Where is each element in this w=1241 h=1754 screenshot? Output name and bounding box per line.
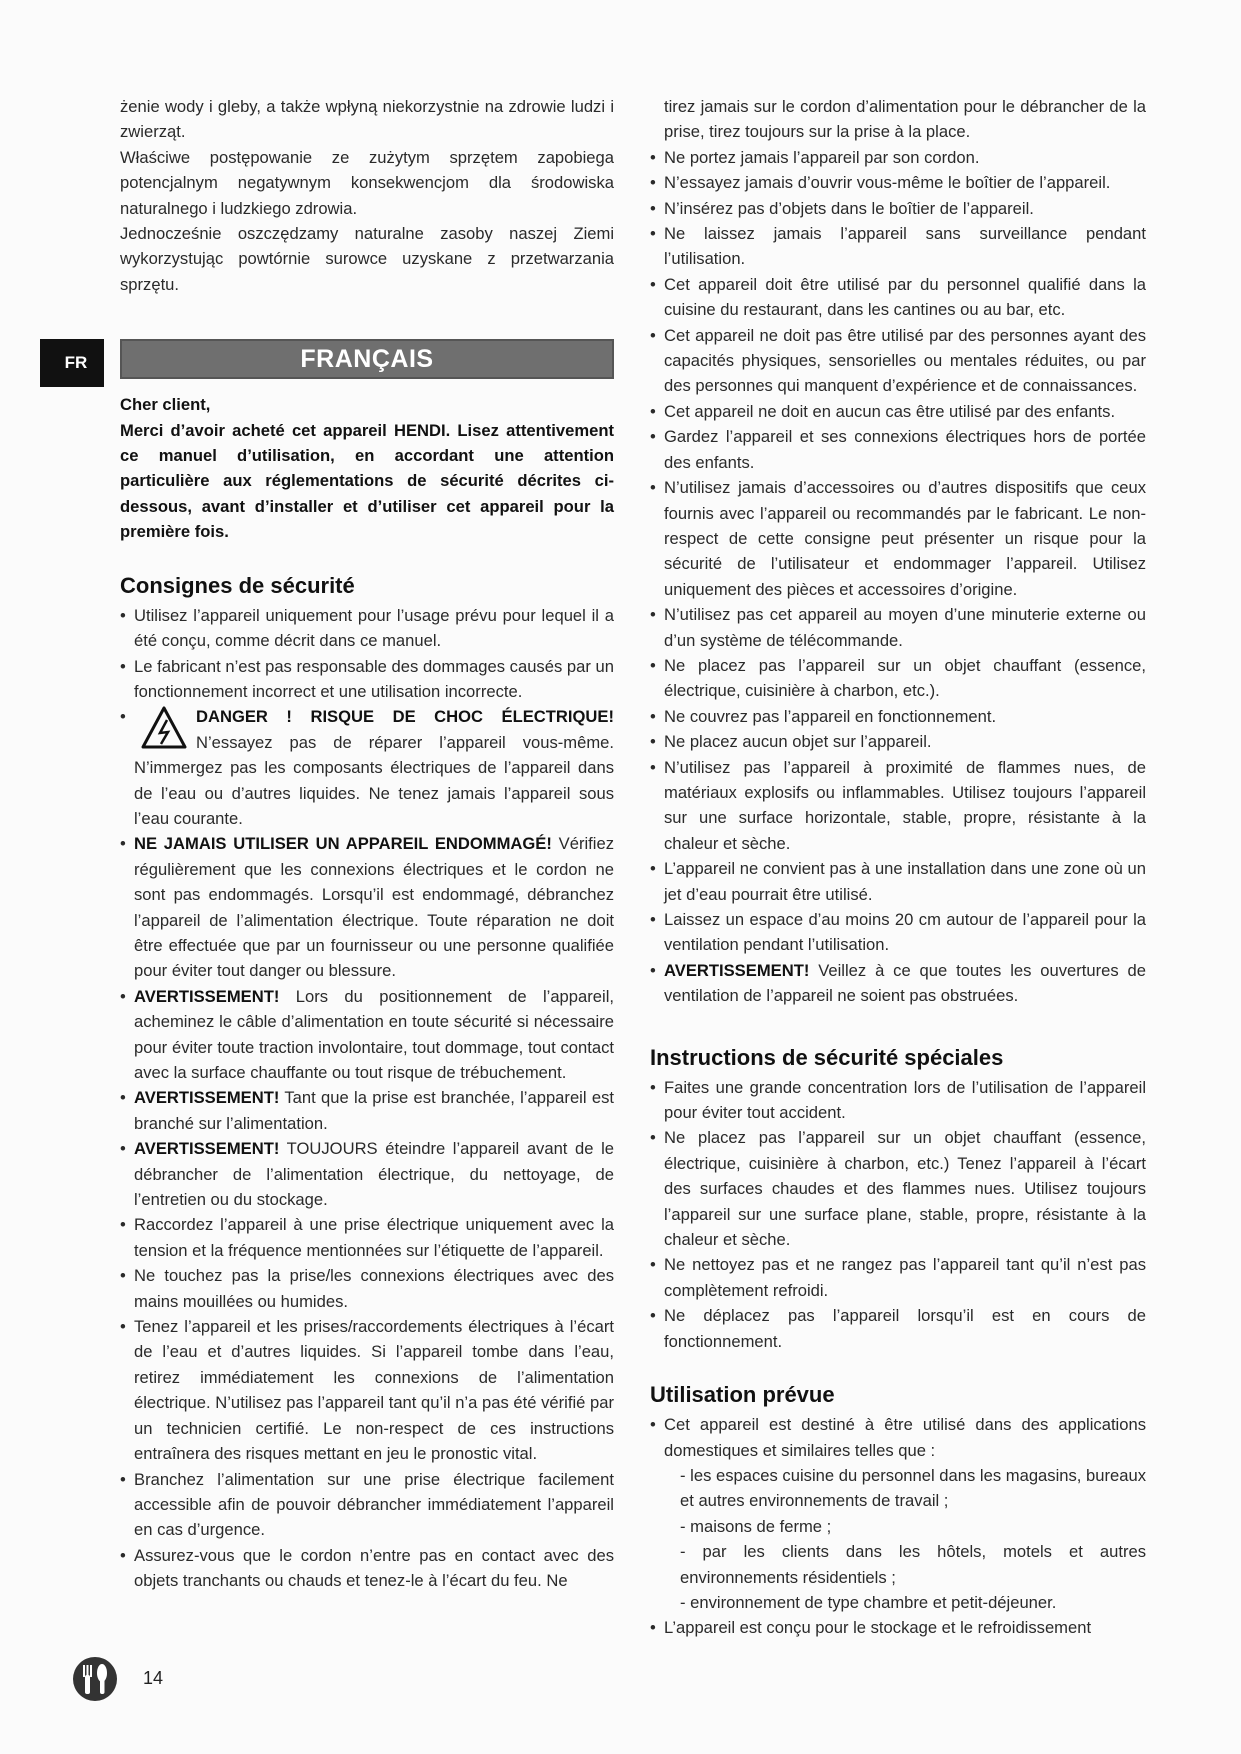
- list-item: • L’appareil est conçu pour le stockage et le refroidissement: [650, 1615, 1146, 1640]
- list-item: • Branchez l’alimentation sur une prise électrique facilement accessible afin de pouvoir débrancher immédiatement l’appareil en cas d’urgence.: [120, 1467, 614, 1543]
- electric-shock-warning-icon: [140, 704, 188, 752]
- paragraph: żenie wody i gleby, a także wpłyną niekorzystnie na zdrowie ludzi i zwierząt.: [120, 97, 614, 142]
- list-item-danger: [120, 704, 614, 831]
- greeting: Cher client,: [120, 395, 211, 415]
- warning-text: Veillez à ce que toutes les ouvertures de ventilation de l’appareil ne soient pas obstruées.: [664, 960, 1146, 1006]
- list-item: • Ne touchez pas la prise/les connexions électriques avec des mains mouillées ou humides.: [120, 1263, 614, 1314]
- list-item: • N’utilisez pas cet appareil au moyen d’une minuterie externe ou d’un système de télécommande.: [650, 602, 1146, 653]
- list-item: • Utilisez l’appareil uniquement pour l’usage prévu pour lequel il a été conçu, comme décrit dans ce manuel.: [120, 603, 614, 654]
- language-tab: FR: [40, 339, 104, 387]
- list-item-damaged: [120, 831, 614, 983]
- list-item-continuation: tirez jamais sur le cordon d’alimentation pour le débrancher de la prise, tirez toujours sur la prise à la place.: [664, 97, 1146, 142]
- list-item: • Ne couvrez pas l’appareil en fonctionnement.: [650, 704, 1146, 729]
- list-item-warning: [120, 1136, 614, 1212]
- right-column: [650, 94, 1146, 1641]
- list-item: • Ne placez aucun objet sur l’appareil.: [650, 729, 1146, 754]
- warning-text: Tant que la prise est branchée, l’appareil est branché sur l’alimentation.: [134, 1088, 614, 1133]
- usage-heading: Utilisation prévue: [650, 1382, 835, 1408]
- list-item: • Laissez un espace d’au moins 20 cm autour de l’appareil pour la ventilation pendant l’utilisation.: [650, 907, 1146, 958]
- danger-label: DANGER ! RISQUE DE CHOC ÉLECTRIQUE!: [196, 707, 614, 727]
- warning-text: Lors du positionnement de l’appareil, acheminez le câble d’alimentation en toute sécurité si nécessaire pour éviter toute traction involontaire, tout dommage, tout contact avec la surface chauffante ou tout risque de trébuchement.: [134, 986, 614, 1082]
- damaged-text: Vérifiez régulièrement que les connexions électriques et le cordon ne sont pas endommagés. Lorsqu’il est endommagé, débranchez l’appareil de l’alimentation électrique. Toute réparation ne doit être effectuée que par un fournisseur ou une personne qualifiée pour éviter tout danger ou blessure.: [134, 834, 614, 981]
- list-item: • Ne nettoyez pas et ne rangez pas l’appareil tant qu’il n’est pas complètement refroidi.: [650, 1252, 1146, 1303]
- list-item: • Ne placez pas l’appareil sur un objet chauffant (essence, électrique, cuisinière à charbon, etc.) Tenez l’appareil à l’écart des surfaces chaudes et des flammes nues. Utilisez toujours l’appareil sur une surface plane, stable, propre, résistante à la chaleur et sèche.: [650, 1125, 1146, 1252]
- warning-label: AVERTISSEMENT!: [134, 986, 280, 1006]
- list-item: • Cet appareil est destiné à être utilisé dans des applications domestiques et similaires telles que :: [650, 1412, 1146, 1463]
- section-banner: FRANÇAIS: [120, 339, 614, 379]
- warning-label: AVERTISSEMENT!: [664, 960, 810, 980]
- list-item: • Ne portez jamais l’appareil par son cordon.: [650, 145, 1146, 170]
- danger-text: N’essayez pas de réparer l’appareil vous-même. N’immergez pas les composants électriques de l’appareil dans de l’eau ou d’autres liquides. Ne tenez jamais l’appareil sous l’eau courante.: [134, 732, 614, 828]
- list-item-warning: [650, 958, 1146, 1009]
- list-item: • Le fabricant n’est pas responsable des dommages causés par un fonctionnement incorrect et une utilisation incorrecte.: [120, 654, 614, 705]
- sub-item: - les espaces cuisine du personnel dans les magasins, bureaux et autres environnements de travail ;: [680, 1465, 1146, 1511]
- safety-list-continued: [650, 94, 1146, 1009]
- safety-heading: Consignes de sécurité: [120, 572, 355, 598]
- page-number: 14: [143, 1668, 164, 1688]
- list-item: • N’utilisez pas l’appareil à proximité de flammes nues, de matériaux explosifs ou inflammables. Utilisez toujours l’appareil sur une surface horizontale, stable, propre, résistante à la chaleur et sèche.: [650, 755, 1146, 857]
- list-item: • Assurez-vous que le cordon n’entre pas en contact avec des objets tranchants ou chauds et tenez-le à l’écart du feu. Ne: [120, 1543, 614, 1594]
- sub-item: - environnement de type chambre et petit-déjeuner.: [680, 1592, 1057, 1612]
- list-item: • N’utilisez jamais d’accessoires ou d’autres dispositifs que ceux fournis avec l’appareil ou recommandés par le fabricant. Le non-respect de cette consigne peut présenter un risque pour la sécurité de l’utilisateur et endommager l’appareil. Utilisez uniquement des pièces et accessoires d’origine.: [650, 475, 1146, 602]
- list-item-warning: [120, 1085, 614, 1136]
- special-list: [650, 1075, 1146, 1354]
- list-item: • Cet appareil doit être utilisé par du personnel qualifié dans la cuisine du restaurant, dans les cantines ou au bar, etc.: [650, 272, 1146, 323]
- warning-text: TOUJOURS éteindre l’appareil avant de le débrancher de l’alimentation électrique, du nettoyage, de l’entretien ou du stockage.: [134, 1139, 614, 1210]
- special-heading: Instructions de sécurité spéciales: [650, 1044, 1004, 1070]
- damaged-label: NE JAMAIS UTILISER UN APPAREIL ENDOMMAGÉ!: [134, 834, 552, 854]
- safety-list: [120, 603, 614, 1594]
- paragraph: Jednocześnie oszczędzamy naturalne zasoby naszej Ziemi wykorzystując powtórnie surowce uzyskane z przetwarzania sprzętu.: [120, 224, 614, 294]
- warning-label: AVERTISSEMENT!: [134, 1088, 280, 1108]
- list-item: • Cet appareil ne doit en aucun cas être utilisé par des enfants.: [650, 399, 1146, 424]
- list-item: • Raccordez l’appareil à une prise électrique uniquement avec la tension et la fréquence mentionnées sur l’étiquette de l’appareil.: [120, 1212, 614, 1263]
- sub-item: - maisons de ferme ;: [680, 1516, 832, 1536]
- list-item-warning: [120, 984, 614, 1086]
- polish-text: [120, 94, 614, 297]
- sub-item: - par les clients dans les hôtels, motels et autres environnements résidentiels ;: [680, 1542, 1146, 1587]
- paragraph: Właściwe postępowanie ze zużytym sprzętem zapobiega potencjalnym negatywnym konsekwencjom dla środowiska naturalnego i ludzkiego zdrowia.: [120, 147, 614, 218]
- list-item: • N’essayez jamais d’ouvrir vous-même le boîtier de l’appareil.: [650, 170, 1146, 195]
- list-item: • Faites une grande concentration lors de l’utilisation de l’appareil pour éviter tout accident.: [650, 1075, 1146, 1126]
- list-item: • Gardez l’appareil et ses connexions électriques hors de portée des enfants.: [650, 424, 1146, 475]
- list-item: • N’insérez pas d’objets dans le boîtier de l’appareil.: [650, 196, 1146, 221]
- left-column: [120, 94, 614, 1594]
- list-item: • Tenez l’appareil et les prises/raccordements électriques à l’écart de l’eau et d’autres liquides. Si l’appareil tombe dans l’eau, retirez immédiatement les connexions de l’alimentation électrique. N’utilisez pas l’appareil tant qu’il n’a pas été vérifié par un technicien certifié. Le non-respect de ces instructions entraînera des risques mettant en jeu le pronostic vital.: [120, 1314, 614, 1466]
- intro-block: [120, 392, 614, 544]
- usage-list: [650, 1412, 1146, 1641]
- intro-text: Merci d’avoir acheté cet appareil HENDI. Lisez attentivement ce manuel d’utilisation, en accordant une attention particulière aux réglementations de sécurité décrites ci-dessous, avant d’installer et d’utiliser cet appareil pour la première fois.: [120, 420, 614, 542]
- list-item: • Cet appareil ne doit pas être utilisé par des personnes ayant des capacités physiques, sensorielles ou mentales réduites, ou par des personnes qui manquent d’expérience et de connaissances.: [650, 323, 1146, 399]
- list-item: • Ne laissez jamais l’appareil sans surveillance pendant l’utilisation.: [650, 221, 1146, 272]
- cutlery-logo-icon: [72, 1656, 118, 1702]
- list-item: • Ne déplacez pas l’appareil lorsqu’il est en cours de fonctionnement.: [650, 1303, 1146, 1354]
- list-item: • L’appareil ne convient pas à une installation dans une zone où un jet d’eau pourrait être utilisé.: [650, 856, 1146, 907]
- warning-label: AVERTISSEMENT!: [134, 1139, 280, 1159]
- list-item: • Ne placez pas l’appareil sur un objet chauffant (essence, électrique, cuisinière à charbon, etc.).: [650, 653, 1146, 704]
